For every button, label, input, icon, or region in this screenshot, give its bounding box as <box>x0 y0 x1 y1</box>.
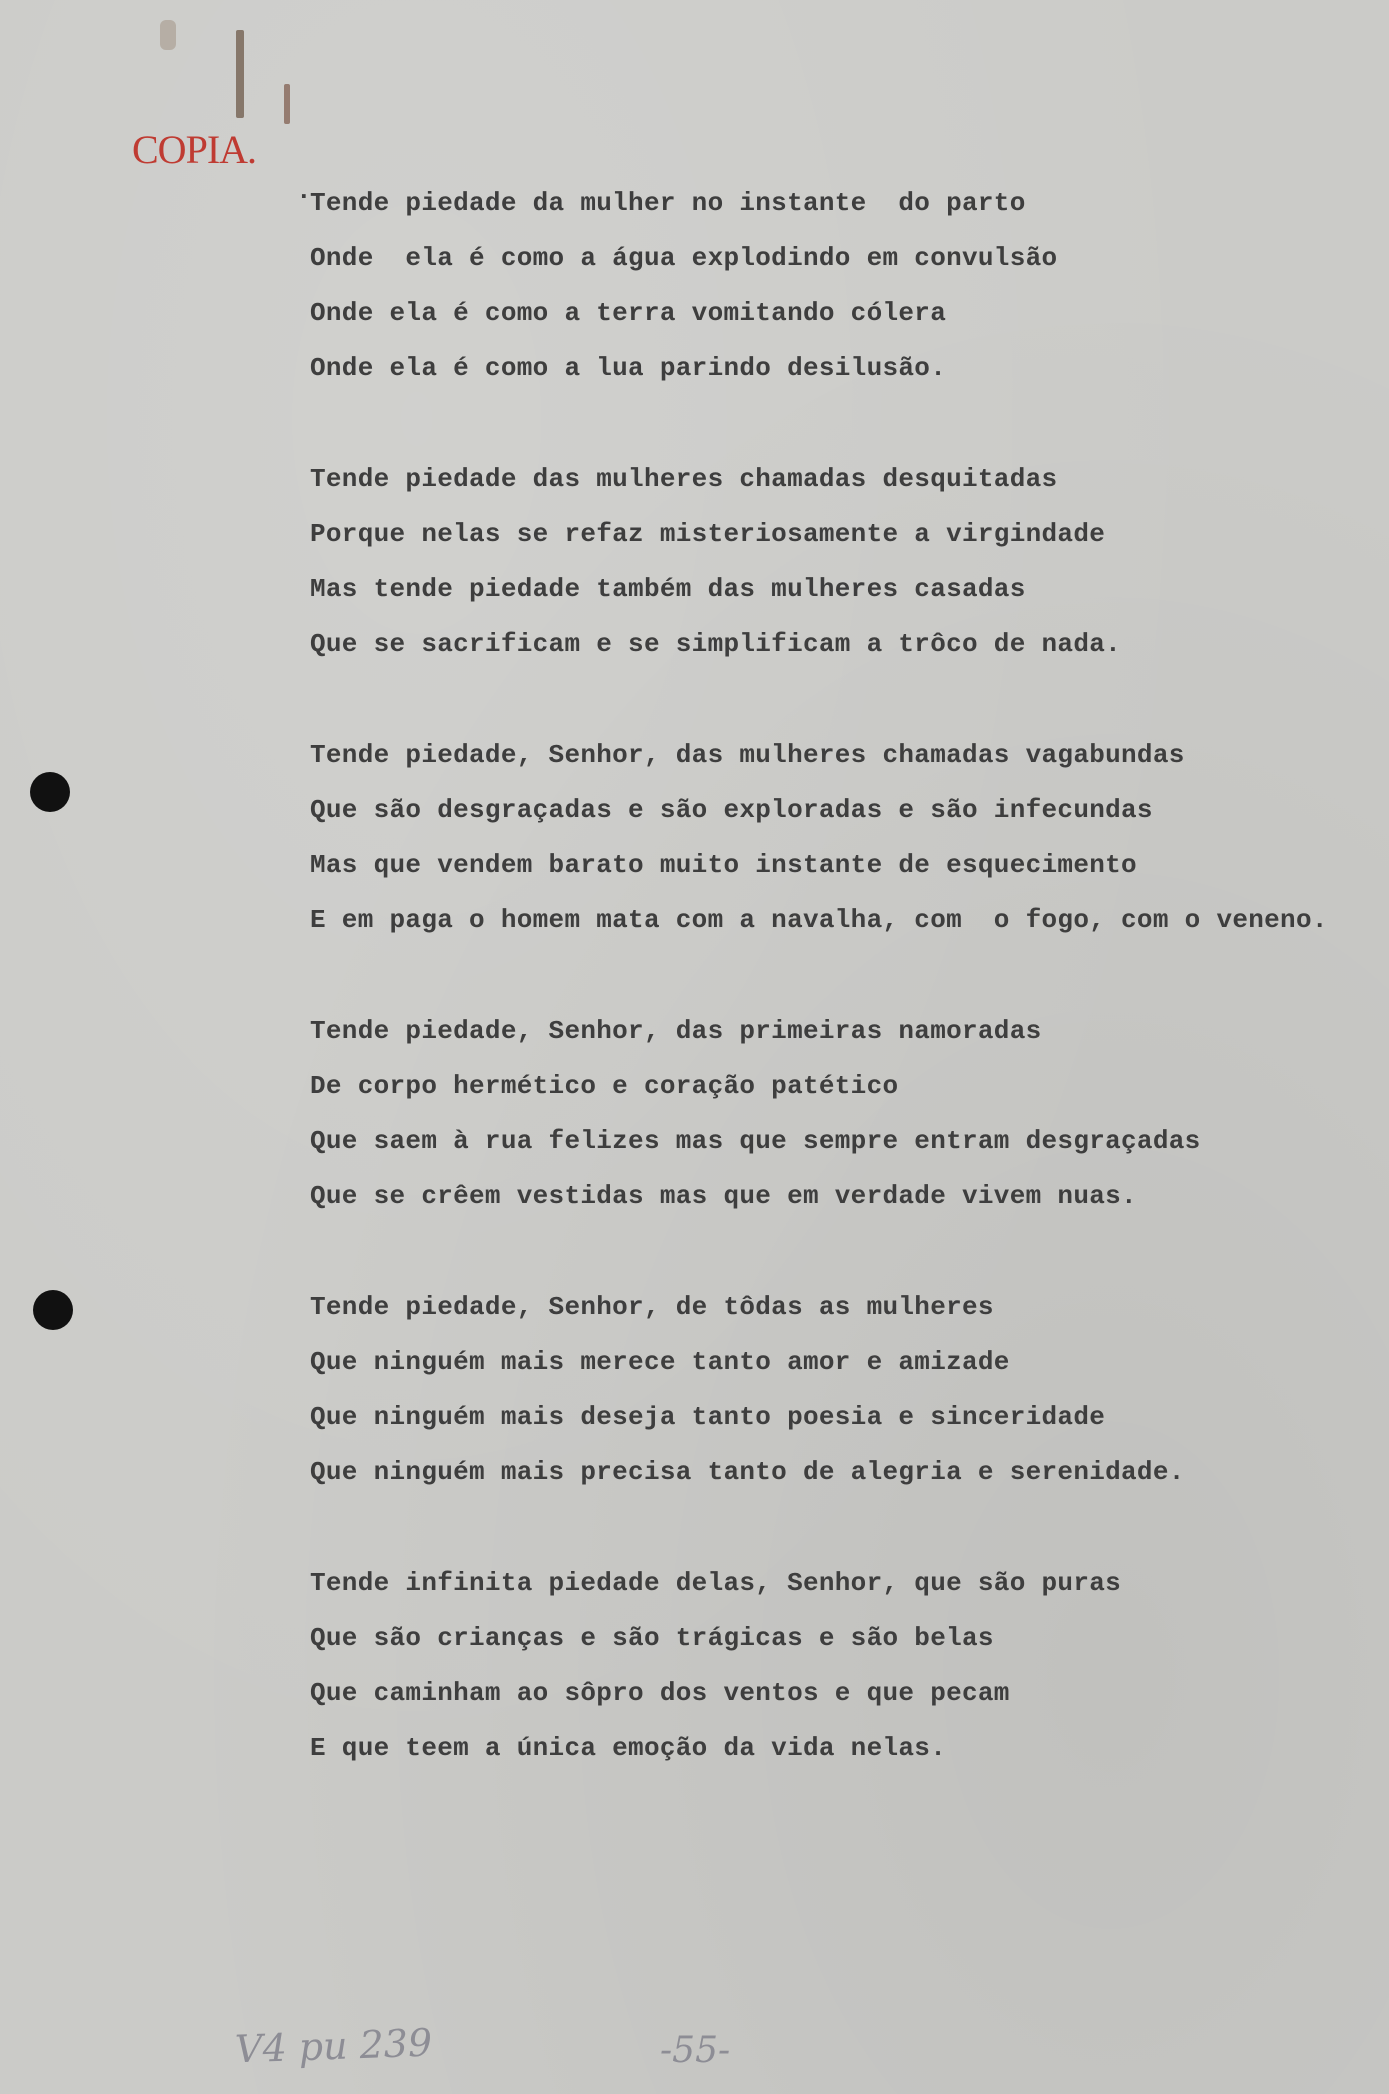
poem-line: E em paga o homem mata com a navalha, com o fogo, com o veneno. <box>310 905 1328 935</box>
poem-line: Que saem à rua felizes mas que sempre entram desgraçadas <box>310 1126 1201 1156</box>
poem-line: Onde ela é como a terra vomitando cólera <box>310 298 947 328</box>
copia-stamp: COPIA. <box>132 127 257 172</box>
poem-line: Que são desgraçadas e são exploradas e são infecundas <box>310 795 1153 825</box>
stanza <box>310 452 1380 672</box>
lead-mark: . <box>296 176 312 206</box>
poem-line: Onde ela é como a água explodindo em convulsão <box>310 243 1058 273</box>
poem-line: De corpo hermético e coração patético <box>310 1071 899 1101</box>
stanza <box>310 1004 1380 1224</box>
poem-line: Que ninguém mais precisa tanto de alegria e serenidade. <box>310 1457 1185 1487</box>
punch-hole-lower <box>33 1290 73 1330</box>
stanza <box>310 1280 1380 1500</box>
stanza <box>310 728 1380 948</box>
poem-line: Que ninguém mais deseja tanto poesia e sinceridade <box>310 1402 1106 1432</box>
handwritten-reference: V4 pu 239 <box>234 2020 433 2072</box>
poem-body <box>296 176 1380 1832</box>
poem-line: Tende piedade, Senhor, de tôdas as mulheres <box>310 1292 994 1322</box>
poem-line: Que se sacrificam e se simplificam a trôco de nada. <box>310 629 1122 659</box>
poem-line: Que se crêem vestidas mas que em verdade vivem nuas. <box>310 1181 1137 1211</box>
rust-stain <box>160 20 176 50</box>
poem-line: Porque nelas se refaz misteriosamente a virgindade <box>310 519 1106 549</box>
poem-line: Que caminham ao sôpro dos ventos e que pecam <box>310 1678 1010 1708</box>
stanza <box>310 1556 1380 1776</box>
staple-mark <box>236 30 244 118</box>
poem-line: Tende piedade da mulher no instante do parto <box>310 188 1026 218</box>
poem-line: Que ninguém mais merece tanto amor e amizade <box>310 1347 1010 1377</box>
poem-line: E que teem a única emoção da vida nelas. <box>310 1733 947 1763</box>
staple-mark-secondary <box>284 84 290 124</box>
poem-line: Mas que vendem barato muito instante de esquecimento <box>310 850 1137 880</box>
poem-line: Tende piedade, Senhor, das mulheres chamadas vagabundas <box>310 740 1185 770</box>
page-number: -55- <box>660 2030 731 2071</box>
poem-line: Tende piedade das mulheres chamadas desquitadas <box>310 464 1058 494</box>
poem-line: Que são crianças e são trágicas e são belas <box>310 1623 994 1653</box>
poem-line: Onde ela é como a lua parindo desilusão. <box>310 353 947 383</box>
poem-line: Mas tende piedade também das mulheres casadas <box>310 574 1026 604</box>
poem-line: Tende infinita piedade delas, Senhor, que são puras <box>310 1568 1122 1598</box>
punch-hole-upper <box>30 772 70 812</box>
stanza <box>310 176 1380 396</box>
poem-line: Tende piedade, Senhor, das primeiras namoradas <box>310 1016 1042 1046</box>
